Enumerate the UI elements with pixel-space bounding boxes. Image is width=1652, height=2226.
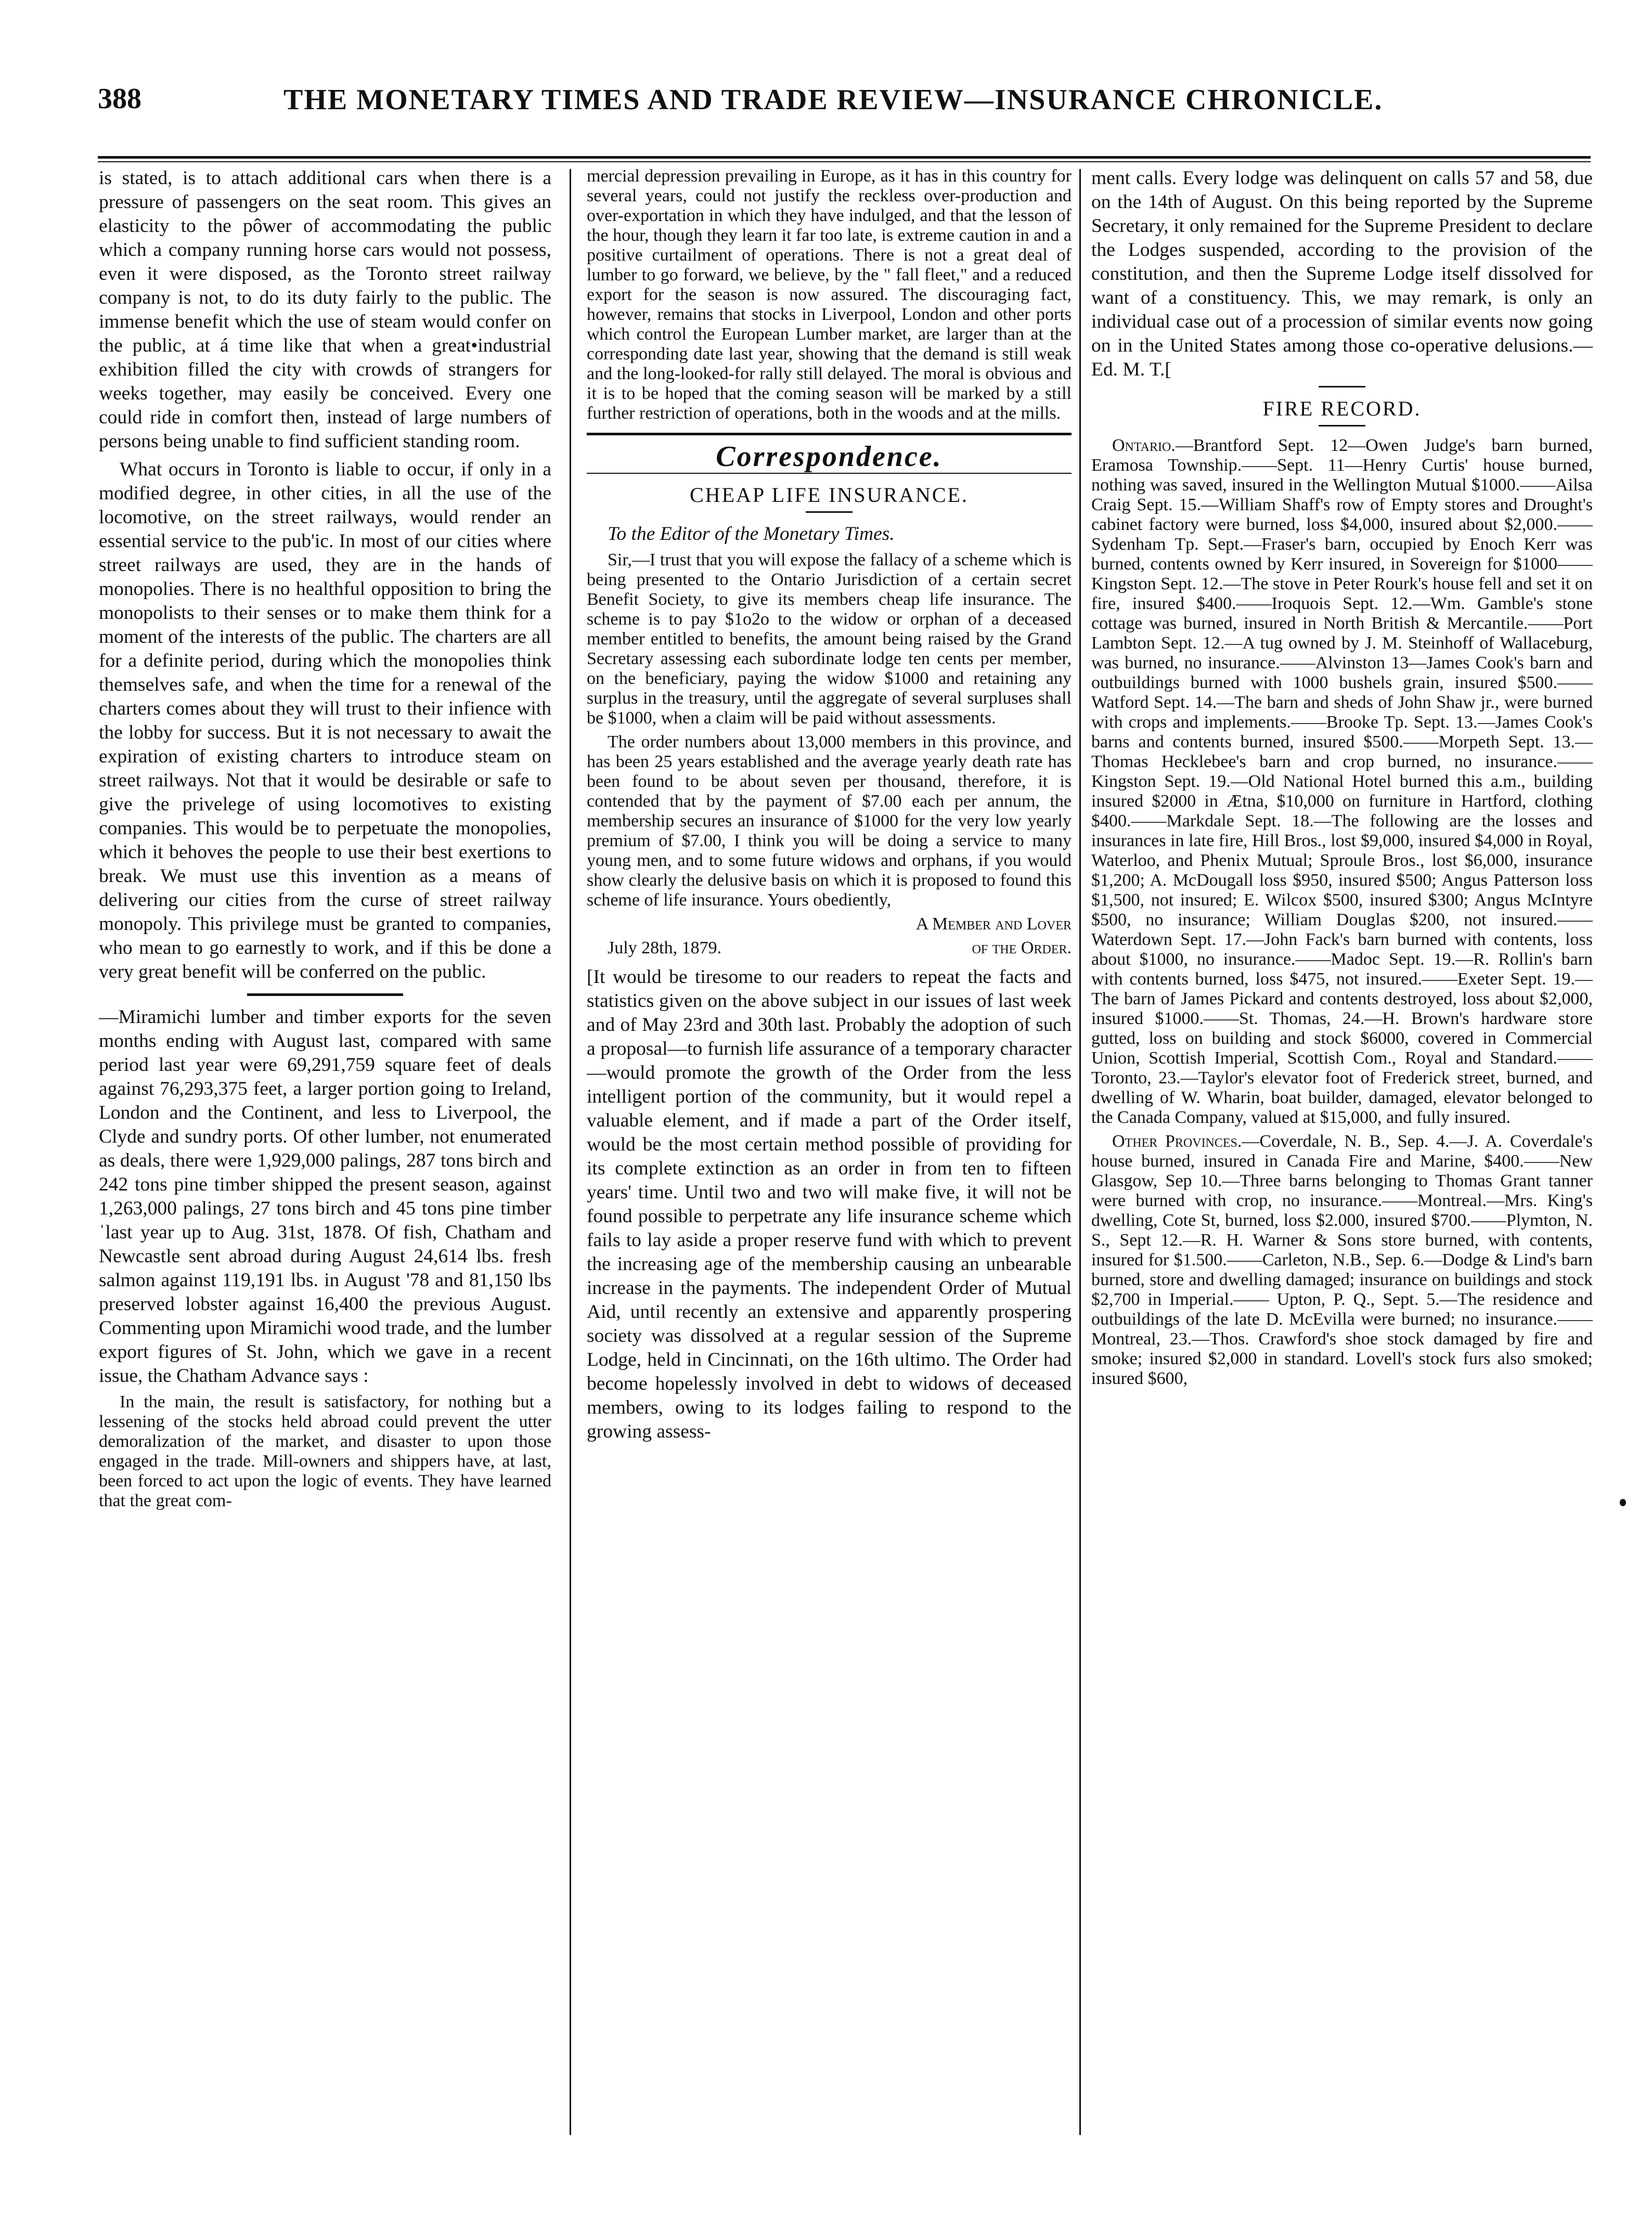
section-divider: [587, 433, 1072, 435]
section-heading: Correspondence.: [716, 441, 943, 473]
quoted-paragraph: In the main, the result is satisfactory, for nothing but a lessening of the stocks held abroad could prevent the utter demoralization of the market, and disaster to upon those engaged in the trade. Mill-owners and shippers have, at last, been forced to act upon the logic of events. They have learned that the great com-: [99, 1392, 551, 1510]
region-text: —Brantford Sept. 12—Owen Judge's barn burned, Eramosa Township.——Sept. 11—Henry Curtis' house burned, nothing was saved, insured in the Wellington Mutual $1000.——Ailsa Craig Sept. 15.—William Shaff's row of Empty stores and Drought's cabinet factory were burned, loss $4,000, insured about $2,000.——Sydenham Tp. Sept.—Fraser's barn, occupied by Enoch Kerr was burned, contents owned by Kerr insured, in Sovereign for $1000——Kingston Sept. 12.—The stove in Peter Rourk's house fell and set it on fire, insured $400.——Iroquois Sept. 12.—Wm. Gamble's stone cottage was burned, insured in North British & Mercantile.——Port Lambton Sept. 12.—A tug owned by J. M. Steinhoff of Wallaceburg, was burned, no insurance.——Alvinston 13—James Cook's barn and outbuildings burned with 1000 bushels grain, insured $500.——Watford Sept. 14.—The barn and sheds of John Shaw jr., were burned with crops and implements.——Brooke Tp. Sept. 13.—James Cook's barns and contents burned, insured $500.——Morpeth Sept. 13.—Thomas Hecklebee's barn and crop burned, no insurance.——Kingston Sept. 19.—Old National Hotel burned this a.m., building insured $2000 in Ætna, $10,000 on furniture in Hartford, clothing $400.——Markdale Sept. 18.—The following are the losses and insurances in late fire, Hill Bros., lost $9,000, insured $4,000 in Royal, Waterloo, and Phenix Mutual; Sproule Bros., lost $6,000, insurance $1,200; A. McDougall loss $950, insured $500; Angus Patterson loss $1,500, not insured; E. Wilcox $500, insured $300; Angus McIntyre $500, no insurance; William Douglas $200, not insured.——Waterdown Sept. 17.—John Fack's barn burned with contents, loss about $1000, no insurance.——Madoc Sept. 19.—R. Rollin's barn with contents burned, loss $475, not insured.——Exeter Sept. 19.—The barn of James Pickard and contents destroyed, loss about $2,000, insured $1000.——St. Thomas, 24.—H. Brown's hardware store gutted, loss on building and stock $6000, covered in Commercial Union, Scottish Imperial, Scottish Com., Royal and Standard.——Toronto, 23.—Taylor's elevator foot of Frederick street, burned, and dwelling of W. Wharin, boat builder, damaged, elevator belonged to the Canada Company, valued at $15,000, and fully insured.: [1091, 436, 1593, 1127]
text-paragraph: is stated, is to attach additional cars when there is a pressure of passengers on the seat room. This gives an elasticity to the pôwer of accommodating the public which a company running horse cars would not possess, even it were disposed, as the Toronto street railway company is not, to do its duty fairly to the public. The immense benefit which the use of steam would confer on the public, at á time like that when a great•industrial exhibition filled the city with crowds of strangers for weeks together, may easily be conceived. Every one could ride in comfort then, instead of large numbers of persons being unable to find sufficient standing room.: [99, 167, 551, 452]
text-paragraph: ment calls. Every lodge was delinquent on calls 57 and 58, due on the 14th of August. On this being reported by the Supreme Secretary, it only remained for the Supreme President to declare the Lodges suspended, according to the provision of the constitution, and then the Supreme Lodge itself dissolved for want of a constituency. This, we may remark, is only an individual case out of a procession of similar events now going on in the United States among those co-operative delusions.—Ed. M. T.[: [1091, 167, 1593, 380]
column-divider-right: [1079, 169, 1081, 2135]
region-label: Other Provinces.: [1112, 1132, 1242, 1151]
section-divider: [247, 993, 403, 996]
heading-rule: [806, 511, 853, 513]
signature-line-1: [587, 914, 1072, 934]
fire-record-heading: FIRE RECORD.: [1262, 397, 1422, 420]
heading-rule: [587, 473, 1072, 474]
column-right: [1091, 166, 1593, 1393]
column-left: [99, 166, 551, 1515]
text-paragraph: mercial depression prevailing in Europe, as it has in this country for several years, could not justify the reckless over-production and over-exportation in which they have indulged, and that the lesson of the hour, though they learn it far too late, is extreme caution in and a positive curtailment of operations. There is not a great deal of lumber to go forward, we believe, by the " fall fleet," and a reduced export for the season is now assured. The discouraging fact, however, remains that stocks in Liverpool, London and other ports which control the European Lumber market, are larger than at the corresponding date last year, showing that the demand is still weak and the long-looked-for rally still delayed. The moral is obvious and it is to be hoped that the coming season will be marked by a still further restriction of operations, both in the woods and at the mills.: [587, 166, 1072, 423]
ink-spot: [1620, 1499, 1626, 1506]
heading-rule: [1319, 386, 1365, 387]
page-number: 388: [98, 83, 141, 115]
region-text: —Coverdale, N. B., Sep. 4.—J. A. Coverdale's house burned, insured in Canada Fire and Marine, $400.——New Glasgow, Sep 10.—Three barns belonging to Thomas Grant tanner were burned with crop, no insurance.——Montreal.—Mrs. King's dwelling, Cote St, burned, loss $2.000, insured $700.——Plymton, N. S., Sept 12.—R. H. Warner & Sons store burned, with contents, insured for $1.500.——Carleton, N.B., Sep. 6.—Dodge & Lind's barn burned, store and dwelling damaged; insurance on buildings and stock $2,700 in Imperial.—— Upton, P. Q., Sept. 5.—The residence and outbuildings of the late D. McEvilla were burned; no insurance.——Montreal, 23.—Thos. Crawford's shoe stock damaged by fire and smoke; insured $2,000 in standard. Lovell's stock furs also smoked; insured $600,: [1091, 1132, 1593, 1388]
letter-date: July 28th, 1879.: [608, 938, 722, 957]
fire-record-other: [1091, 1132, 1593, 1389]
column-divider-left: [570, 169, 571, 2135]
text-paragraph: —Miramichi lumber and timber exports for the seven months ending with August last, compared with same period last year were 69,291,759 square feet of deals against 76,293,375 feet, a larger portion going to Ireland, London and the Continent, and less to Liverpool, the Clyde and sundry ports. Of other lumber, not enumerated as deals, there were 1,929,000 palings, 287 tons birch and 242 tons pine timber shipped the present season, against 1,263,000 palings, 27 tons birch and 45 tons pine timber ˈlast year up to Aug. 31st, 1878. Of fish, Chatham and Newcastle sent abroad during August 24,614 lbs. fresh salmon against 119,191 lbs. in August '78 and 81,150 lbs preserved lobster against 16,400 the previous August. Commenting upon Miramichi wood trade, and the lumber export figures of St. John, which we gave in a recent issue, the Chatham Advance says :: [99, 1006, 551, 1387]
heading-rule: [1319, 425, 1365, 426]
letter-paragraph: Sir,—I trust that you will expose the fallacy of a scheme which is being presented to the Ontario Jurisdiction of a certain secret Benefit Society, to give its members cheap life insurance. The scheme is to pay $1o2o to the widow or orphan of a deceased member entitled to benefits, the amount being raised by the Grand Secretary assessing each subordinate lodge ten cents per member, on the beneficiary, paying the widow $1000 and retaining any surplus in the treasury, until the aggregate of several surpluses shall be $1000, when a claim will be paid without assessments.: [587, 550, 1072, 728]
signature-line-2: [587, 938, 1072, 958]
signature-continued: of the Order.: [972, 938, 1072, 957]
salutation: To the Editor of the Monetary Times.: [608, 523, 895, 545]
article-title: CHEAP LIFE INSURANCE.: [690, 483, 969, 507]
masthead-rule-bottom: [98, 161, 1591, 162]
letter-paragraph: The order numbers about 13,000 members in this province, and has been 25 years established and the average yearly death rate has been found to be about seven per thousand, therefore, it is contended that by the payment of $7.00 each per annum, the membership secures an insurance of $1000 for the very low yearly premium of $7.00, I think you will be doing a service to many young men, and to some future widows and orphans, if you would show clearly the delusive basis on which it is proposed to found this scheme of life insurance. Yours obediently,: [587, 732, 1072, 910]
masthead-title: THE MONETARY TIMES AND TRADE REVIEW—INSURANCE CHRONICLE.: [283, 84, 1383, 116]
editor-reply: [It would be tiresome to our readers to repeat the facts and statistics given on the above subject in our issues of last week and of May 23rd and 30th last. Probably the adoption of such a proposal—to furnish life assurance of a temporary character—would promote the growth of the Order from the less intelligent portion of the community, but it would repel a valuable element, and if made a part of the Order itself, would be the most certain method possible of providing for its complete extinction as an order in from ten to fifteen years' time. Until two and two will make five, it will not be found possible to perpetrate any life insurance scheme which fails to lay aside a proper reserve fund with which to prevent the increasing age of the membership causing an unbearable increase in the payments. The independent Order of Mutual Aid, until recently an extensive and apparently prospering society was dissolved at a regular session of the Supreme Lodge, held in Cincinnati, on the 16th ultimo. The Order had become hopelessly involved in debt to widows of deceased members, owing to its lodges failing to respond to the growing assess-: [587, 966, 1072, 1442]
fire-record-ontario: [1091, 436, 1593, 1128]
text-paragraph: What occurs in Toronto is liable to occur, if only in a modified degree, in other cities, in all the use of the locomotive, on the street railways, would render an essential service to the pub'ic. In most of our cities where street railways are used, they are in the hands of monopolies. There is no healthful opposition to bring the monopolists to their senses or to make them think for a moment of the interests of the public. The charters are all for a definite period, during which the monopolies think themselves safe, and when the time for a renewal of the charters comes about they will trust to their infience with the lobby for success. But it is not necessary to await the expiration of existing charters to introduce steam on street railways. Not that it would be desirable or safe to give the privelege of using locomotives to existing companies. This would be to perpetuate the monopolies, which it behoves the people to use their best exertions to break. We must use this invention as a means of delivering our cities from the curse of street railway monopoly. This privilege must be granted to companies, who mean to go earnestly to work, and if this be done a very great benefit will be conferred on the public.: [99, 459, 551, 982]
region-label: Ontario.: [1112, 436, 1176, 455]
column-middle: [587, 166, 1072, 1448]
masthead-rule-top: [98, 156, 1591, 159]
signature: A Member and Lover: [915, 914, 1072, 934]
